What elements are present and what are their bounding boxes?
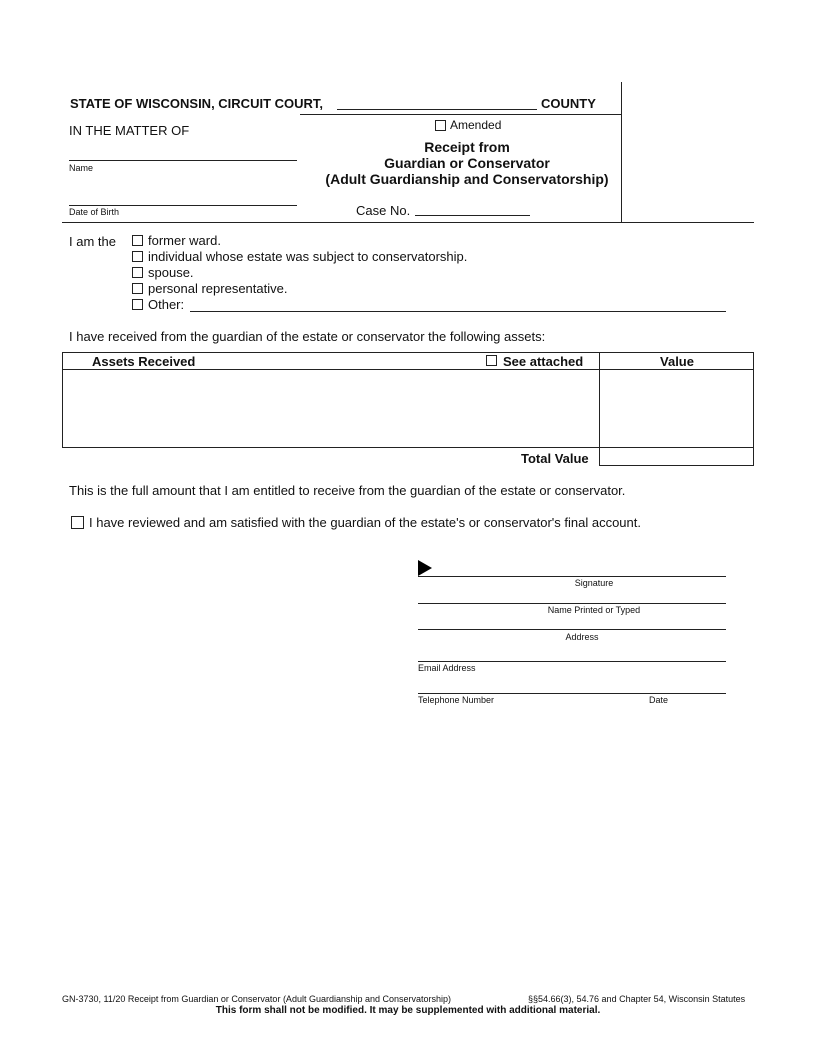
- reviewed-checkbox[interactable]: [71, 516, 84, 529]
- reviewed-statement: I have reviewed and am satisfied with the guardian of the estate's or conservator's final account.: [89, 515, 641, 530]
- email-label: Email Address: [418, 663, 476, 673]
- assets-intro: I have received from the guardian of the estate or conservator the following assets:: [69, 329, 546, 344]
- spouse-label: spouse.: [148, 265, 194, 280]
- value-column-header: Value: [660, 354, 694, 369]
- see-attached-checkbox[interactable]: [486, 355, 497, 366]
- other-label: Other:: [148, 297, 185, 312]
- individual-estate-checkbox[interactable]: [132, 251, 143, 262]
- county-input[interactable]: [337, 96, 537, 110]
- form-title-line2: Guardian or Conservator: [384, 155, 550, 171]
- assets-column-header: Assets Received: [92, 354, 196, 369]
- personal-representative-checkbox[interactable]: [132, 283, 143, 294]
- address-label: Address: [565, 632, 599, 642]
- modification-notice: This form shall not be modified. It may be supplemented with additional material.: [215, 1005, 601, 1016]
- dob-input[interactable]: [69, 192, 297, 206]
- name-printed-line[interactable]: [418, 603, 726, 604]
- assets-received-field[interactable]: [66, 372, 598, 448]
- form-id: GN-3730, 11/20 Receipt from Guardian or Conservator (Adult Guardianship and Conservatorship): [62, 994, 452, 1004]
- case-no-input[interactable]: [415, 202, 530, 216]
- signature-label: Signature: [574, 578, 614, 588]
- signature-line[interactable]: [418, 576, 726, 577]
- amended-label: Amended: [450, 118, 502, 132]
- signature-arrow-icon: [418, 560, 434, 576]
- case-no-label: Case No.: [356, 203, 411, 218]
- see-attached-label: See attached: [503, 354, 584, 369]
- form-title-line3: (Adult Guardianship and Conservatorship): [325, 171, 609, 187]
- former-ward-label: former ward.: [148, 233, 221, 248]
- i-am-the-label: I am the: [69, 234, 116, 249]
- telephone-label: Telephone Number: [418, 695, 495, 705]
- personal-representative-label: personal representative.: [148, 281, 288, 296]
- form-title-line1: Receipt from: [424, 139, 510, 155]
- in-the-matter-of: IN THE MATTER OF: [69, 123, 190, 138]
- name-printed-label: Name Printed or Typed: [547, 605, 641, 615]
- full-amount-statement: This is the full amount that I am entitled to receive from the guardian of the estate or conservator.: [69, 483, 626, 498]
- court-heading: STATE OF WISCONSIN, CIRCUIT COURT,: [70, 96, 324, 111]
- other-checkbox[interactable]: [132, 299, 143, 310]
- spouse-checkbox[interactable]: [132, 267, 143, 278]
- other-input[interactable]: [190, 298, 726, 312]
- amended-checkbox[interactable]: [435, 120, 446, 131]
- phone-date-line[interactable]: [418, 693, 726, 694]
- statutes-reference: §§54.66(3), 54.76 and Chapter 54, Wisconsin Statutes: [528, 994, 746, 1004]
- date-label: Date: [649, 695, 669, 705]
- header-title-rule: [300, 114, 621, 115]
- header-bottom-rule: [62, 222, 754, 223]
- dob-label: Date of Birth: [69, 207, 120, 217]
- individual-estate-label: individual whose estate was subject to conservatorship.: [148, 249, 468, 264]
- name-input[interactable]: [69, 147, 297, 161]
- former-ward-checkbox[interactable]: [132, 235, 143, 246]
- county-label: COUNTY: [541, 96, 596, 111]
- address-line[interactable]: [418, 629, 726, 630]
- assets-value-field[interactable]: [603, 372, 753, 448]
- name-label: Name: [69, 163, 94, 173]
- total-value-label: Total Value: [521, 451, 589, 466]
- assets-header-rule: [62, 369, 754, 370]
- total-value-box[interactable]: [599, 447, 754, 466]
- email-line[interactable]: [418, 661, 726, 662]
